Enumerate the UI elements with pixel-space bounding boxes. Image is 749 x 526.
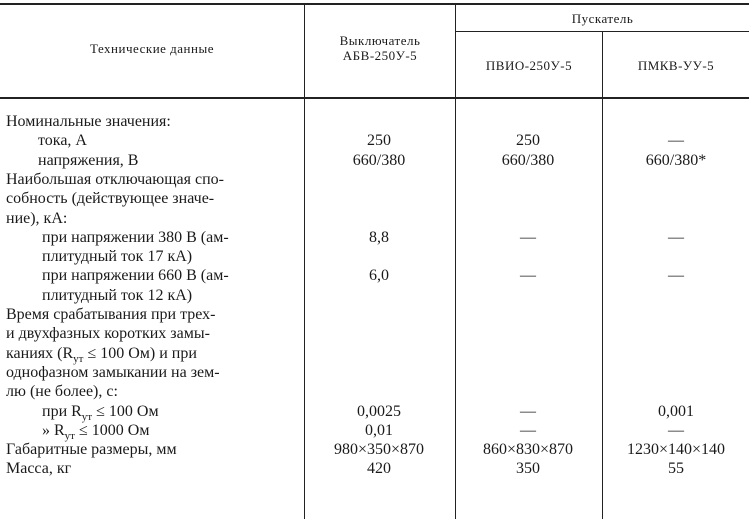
row-label-tail: ≤ 100 Ом	[92, 402, 159, 420]
value-t100-col2: —	[520, 402, 536, 420]
value-cap380-col2: —	[520, 228, 536, 246]
value-voltage-col2: 660/380	[501, 151, 555, 169]
value-mass-col2: 350	[516, 460, 540, 478]
row-label	[38, 151, 138, 170]
value-t1000-col2: —	[520, 421, 536, 439]
row-label-tail: ≤ 1000 Ом	[74, 421, 150, 439]
row-label-text: напряжения, В	[38, 151, 139, 169]
value-dims-col1: 980×350×870	[333, 441, 425, 459]
value-current-col1: 250	[367, 132, 391, 150]
row-label-text: Наибольшая отключающая спо-	[6, 170, 224, 188]
header-starter: Пускатель	[571, 11, 634, 26]
row-label	[6, 209, 67, 228]
row-label-text: Габаритные размеры, мм	[6, 441, 177, 459]
row-label-subscript: ут	[81, 410, 93, 423]
value-t100-col3: 0,001	[658, 402, 694, 420]
value-t1000-col3: —	[668, 421, 684, 439]
value-cap660-col1: 6,0	[369, 267, 389, 285]
row-label-text: плитудный ток 17 кА)	[42, 248, 193, 266]
value-cap660-col2: —	[520, 267, 536, 285]
row-label	[6, 189, 214, 208]
value-cap660-col3: —	[668, 267, 684, 285]
row-label-text: однофазном замыкании на зем-	[6, 363, 220, 381]
row-label-tail: ≤ 100 Ом) и при	[83, 344, 197, 362]
row-label-subscript: ут	[64, 429, 75, 442]
value-mass-col3: 55	[668, 460, 684, 478]
value-voltage-col1: 660/380	[352, 151, 406, 169]
row-label-text: Номинальные значения:	[6, 113, 171, 130]
header-bottom-rule	[0, 97, 749, 99]
row-label-text: Масса, кг	[6, 460, 72, 478]
header-breaker	[305, 33, 455, 63]
value-dims-col2: 860×830×870	[482, 441, 574, 459]
row-label-text: ние), кА:	[6, 209, 68, 227]
row-label-text: при напряжении 660 В (ам-	[42, 267, 229, 285]
row-label	[6, 382, 118, 401]
value-current-col3: —	[668, 132, 684, 150]
value-voltage-col3: 660/380*	[645, 151, 707, 169]
header-tech-data: Технические данные	[90, 41, 214, 56]
row-label	[6, 112, 171, 131]
value-t1000-col1: 0,01	[365, 421, 393, 439]
row-label	[6, 324, 210, 343]
row-label-text: Время срабатывания при трех-	[6, 306, 216, 323]
header-pmkv: ПМКВ-УУ-5	[637, 58, 715, 73]
row-label-text: каниях (R	[6, 344, 74, 362]
header-breaker-line2: АБВ-250У-5	[342, 48, 418, 63]
value-t100-col1: 0,0025	[357, 402, 401, 420]
table-top-rule	[0, 3, 749, 5]
row-label	[6, 363, 220, 382]
row-label-text: при напряжении 380 В (ам-	[42, 228, 229, 246]
row-label	[6, 459, 71, 478]
row-label	[38, 131, 87, 150]
row-label	[6, 440, 177, 459]
value-mass-col1: 420	[367, 460, 391, 478]
row-label-text: тока, А	[38, 132, 87, 150]
column-divider-2	[455, 4, 456, 519]
header-pvio: ПВИО-250У-5	[485, 58, 573, 73]
column-divider-3	[602, 32, 603, 519]
row-label	[6, 170, 224, 189]
value-cap380-col1: 8,8	[369, 228, 389, 246]
row-label	[42, 266, 229, 285]
row-label-text: собность (действующее значе-	[6, 190, 215, 208]
value-cap380-col3: —	[668, 228, 684, 246]
row-label-subscript: ут	[73, 352, 84, 365]
row-label	[42, 286, 192, 305]
row-label	[42, 228, 229, 247]
value-dims-col3: 1230×140×140	[626, 441, 726, 459]
value-current-col2: 250	[516, 132, 540, 150]
row-label-text: и двухфазных коротких замы-	[6, 325, 210, 343]
column-divider-1	[304, 4, 305, 519]
row-label	[6, 305, 216, 324]
row-label-text: при R	[42, 402, 82, 420]
row-label	[42, 247, 192, 266]
row-label-text: плитудный ток 12 кА)	[42, 286, 193, 304]
row-label-text: » R	[42, 421, 65, 439]
header-breaker-line1: Выключатель	[339, 33, 421, 48]
row-label-text: лю (не более), с:	[6, 383, 118, 401]
